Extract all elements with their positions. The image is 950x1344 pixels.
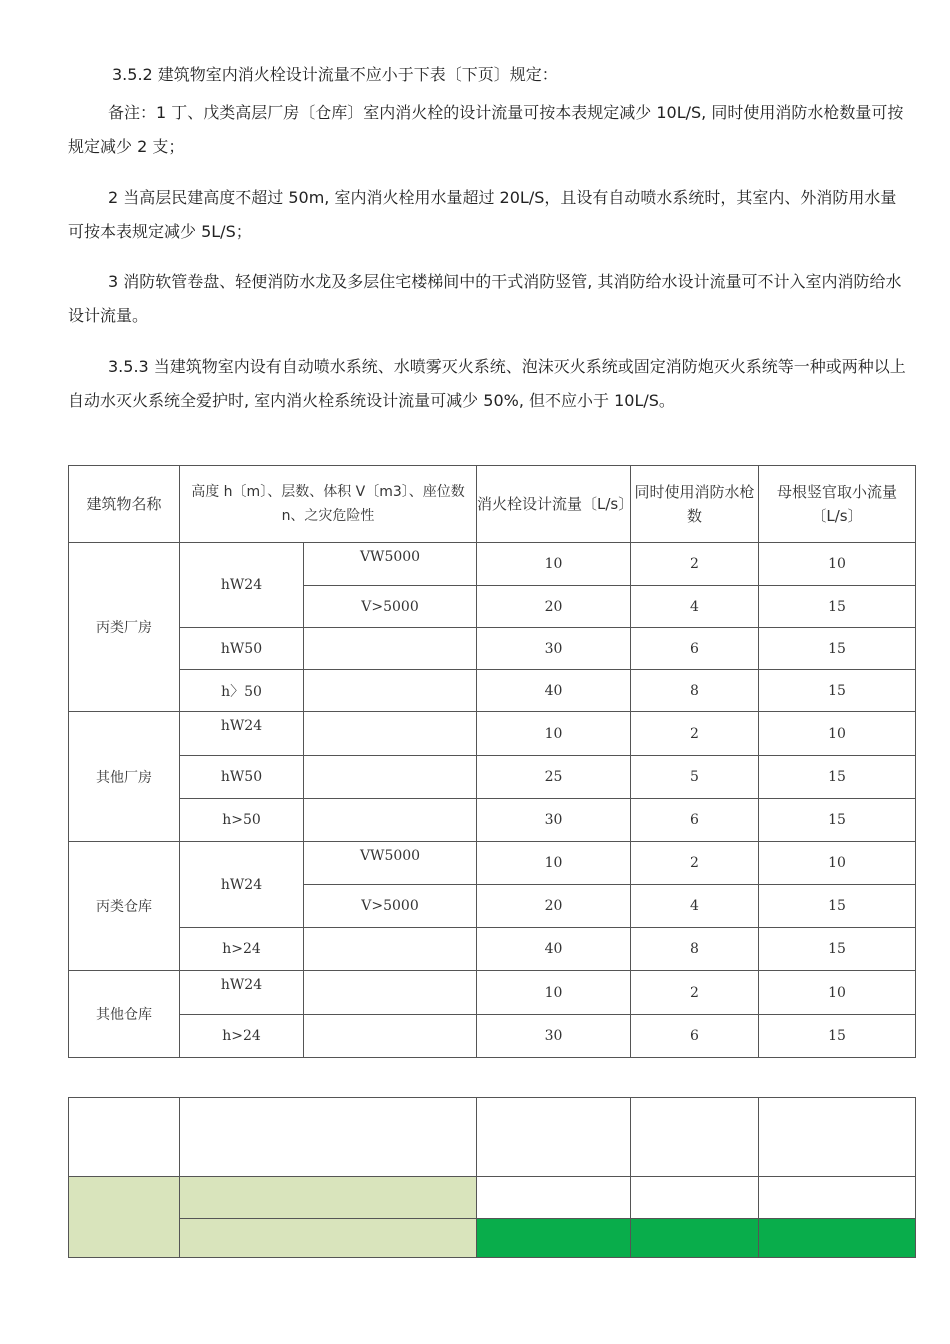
min-flow-cell: 10: [759, 712, 916, 756]
empty-cell: [631, 1177, 759, 1219]
empty-cell: [759, 1098, 916, 1177]
height-cell: hW50: [180, 628, 304, 670]
guns-cell: 5: [631, 756, 759, 799]
highlight-cell: [180, 1177, 477, 1219]
height-cell: h>24: [180, 1015, 304, 1058]
height-cell: hW50: [180, 756, 304, 799]
volume-cell: [304, 712, 477, 756]
table-row: [69, 712, 916, 756]
height-cell: h>24: [180, 928, 304, 971]
min-flow-cell: 15: [759, 1015, 916, 1058]
table-row: [69, 1015, 916, 1058]
table-header-row: [69, 466, 916, 543]
header-min-flow: 母根竖官取小流量〔L/s〕: [759, 466, 916, 543]
min-flow-cell: 15: [759, 799, 916, 842]
guns-cell: 2: [631, 712, 759, 756]
guns-cell: 8: [631, 670, 759, 712]
group-name: 丙类仓库: [69, 842, 180, 971]
empty-cell: [69, 1098, 180, 1177]
min-flow-cell: 15: [759, 670, 916, 712]
empty-cell: [477, 1177, 631, 1219]
min-flow-cell: 10: [759, 842, 916, 885]
volume-cell: [304, 670, 477, 712]
highlight-cell: [477, 1219, 631, 1258]
guns-cell: 8: [631, 928, 759, 971]
header-building-name: 建筑物名称: [69, 466, 180, 543]
min-flow-cell: 15: [759, 628, 916, 670]
header-gun-count: 同时使用消防水枪数: [631, 466, 759, 543]
guns-cell: 4: [631, 586, 759, 628]
height-cell: hW24: [180, 842, 304, 928]
volume-cell: VW5000: [304, 543, 477, 586]
table-row: [69, 928, 916, 971]
flow-cell: 10: [477, 712, 631, 756]
volume-cell: [304, 928, 477, 971]
flow-cell: 30: [477, 799, 631, 842]
min-flow-cell: 10: [759, 971, 916, 1015]
min-flow-cell: 15: [759, 756, 916, 799]
highlight-cell: [759, 1219, 916, 1258]
flow-cell: 20: [477, 586, 631, 628]
section-3-5-2-heading: 3.5.2 建筑物室内消火栓设计流量不应小于下表〔下页〕规定：: [112, 65, 558, 84]
volume-cell: VW5000: [304, 842, 477, 885]
table-row: [69, 756, 916, 799]
table-row: [69, 842, 916, 885]
min-flow-cell: 15: [759, 885, 916, 928]
height-cell: hW24: [180, 712, 304, 756]
min-flow-cell: 10: [759, 543, 916, 586]
height-cell: h>50: [180, 799, 304, 842]
highlight-cell: [631, 1219, 759, 1258]
volume-cell: [304, 971, 477, 1015]
guns-cell: 2: [631, 842, 759, 885]
table-row: [69, 543, 916, 586]
height-cell: hW24: [180, 543, 304, 628]
flow-cell: 25: [477, 756, 631, 799]
flow-cell: 20: [477, 885, 631, 928]
flow-cell: 40: [477, 928, 631, 971]
note-1: 备注：1 丁、戊类高层厂房〔仓库〕室内消火栓的设计流量可按本表规定减少 10L/S, 同时使用消防水枪数量可按规定减少 2 支；: [68, 103, 904, 156]
guns-cell: 6: [631, 799, 759, 842]
guns-cell: 2: [631, 543, 759, 586]
highlight-cell: [180, 1219, 477, 1258]
empty-cell: [631, 1098, 759, 1177]
flow-cell: 10: [477, 971, 631, 1015]
flow-cell: 40: [477, 670, 631, 712]
min-flow-cell: 15: [759, 928, 916, 971]
min-flow-cell: 15: [759, 586, 916, 628]
volume-cell: V>5000: [304, 885, 477, 928]
empty-highlighted-table: [68, 1097, 916, 1258]
empty-cell: [477, 1098, 631, 1177]
volume-cell: [304, 799, 477, 842]
flow-cell: 30: [477, 1015, 631, 1058]
header-design-flow: 消火栓设计流量〔L/s〕: [477, 466, 631, 543]
flow-cell: 10: [477, 842, 631, 885]
table-row: [69, 670, 916, 712]
volume-cell: [304, 756, 477, 799]
header-criteria: 高度 h〔m〕、层数、体积 V〔m3〕、座位数 n、之灾危险性: [180, 466, 477, 543]
guns-cell: 6: [631, 1015, 759, 1058]
section-3-5-3: 3.5.3 当建筑物室内设有自动喷水系统、水喷雾灭火系统、泡沫灭火系统或固定消防炮灭火系统等一种或两种以上自动水灭火系统全爱护时, 室内消火栓系统设计流量可减少 50%, 但不应小于 10L/S。: [68, 357, 906, 410]
guns-cell: 2: [631, 971, 759, 1015]
guns-cell: 6: [631, 628, 759, 670]
guns-cell: 4: [631, 885, 759, 928]
table-row: [69, 1219, 916, 1258]
table-row: [69, 628, 916, 670]
empty-cell: [759, 1177, 916, 1219]
group-name: 丙类厂房: [69, 543, 180, 712]
group-name: 其他仓库: [69, 971, 180, 1058]
table-row: [69, 971, 916, 1015]
volume-cell: V>5000: [304, 586, 477, 628]
volume-cell: [304, 1015, 477, 1058]
table-row: [69, 1177, 916, 1219]
flow-cell: 30: [477, 628, 631, 670]
note-2: 2 当高层民建高度不超过 50m, 室内消火栓用水量超过 20L/S，且设有自动喷水系统时，其室内、外消防用水量可按本表规定减少 5L/S；: [68, 188, 897, 241]
table-row: [69, 1098, 916, 1177]
table-row: [69, 799, 916, 842]
height-cell: h〉50: [180, 670, 304, 712]
note-3: 3 消防软管卷盘、轻便消防水龙及多层住宅楼梯间中的干式消防竖管, 其消防给水设计流量可不计入室内消防给水设计流量。: [68, 272, 902, 325]
empty-cell: [180, 1098, 477, 1177]
flow-cell: 10: [477, 543, 631, 586]
height-cell: hW24: [180, 971, 304, 1015]
fire-hydrant-flow-table: [68, 465, 916, 1058]
highlight-cell: [69, 1177, 180, 1258]
group-name: 其他厂房: [69, 712, 180, 842]
volume-cell: [304, 628, 477, 670]
